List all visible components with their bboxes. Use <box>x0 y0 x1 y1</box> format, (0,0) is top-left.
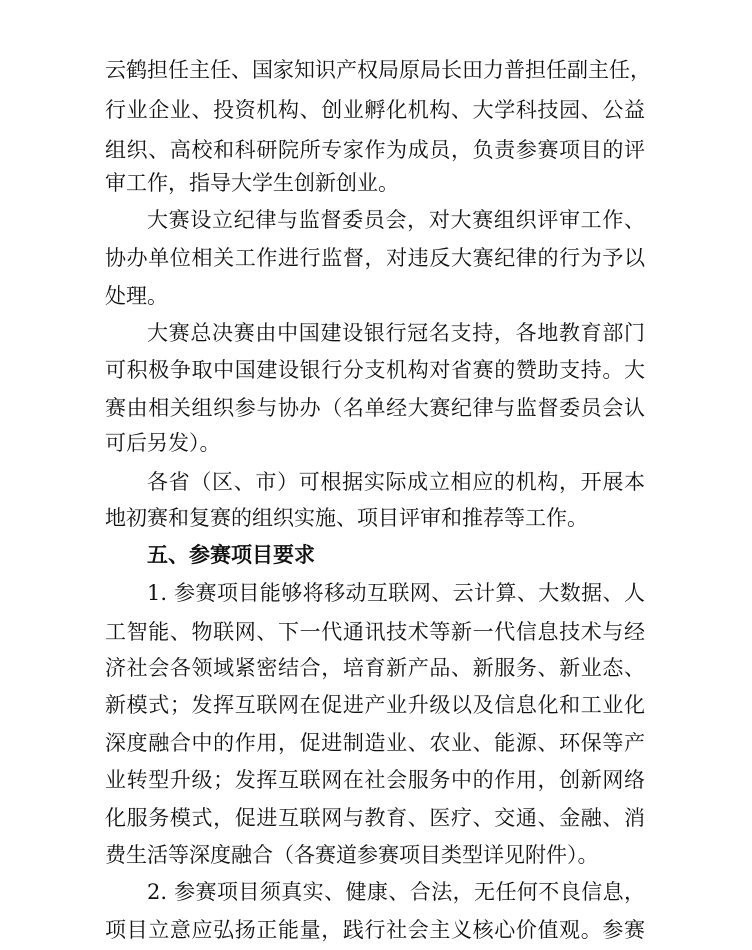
paragraph-line: 大赛总决赛由中国建设银行冠名支持，各地教育部门 <box>147 321 645 345</box>
paragraph-line: 新模式；发挥互联网在促进产业升级以及信息化和工业化 <box>105 693 645 717</box>
paragraph-line: 深度融合中的作用，促进制造业、农业、能源、环保等产 <box>105 731 645 755</box>
paragraph-line: 地初赛和复赛的组织实施、项目评审和推荐等工作。 <box>105 506 588 530</box>
paragraph-line: 赛由相关组织参与协办（名单经大赛纪律与监督委员会认 <box>105 396 645 420</box>
paragraph-line: 协办单位相关工作进行监督，对违反大赛纪律的行为予以 <box>105 246 645 270</box>
paragraph-line: 审工作，指导大学生创新创业。 <box>105 171 399 195</box>
paragraph-line: 各省（区、市）可根据实际成立相应的机构，开展本 <box>147 470 645 494</box>
section-heading: 五、参赛项目要求 <box>147 543 315 567</box>
paragraph-line: 处理。 <box>105 284 168 308</box>
paragraph-line: 云鹤担任主任、国家知识产权局原局长田力普担任副主任， <box>105 58 651 82</box>
paragraph-line: 2. 参赛项目须真实、健康、合法，无任何不良信息， <box>147 880 645 904</box>
paragraph-line: 1. 参赛项目能够将移动互联网、云计算、大数据、人 <box>147 581 645 605</box>
paragraph-line: 项目立意应弘扬正能量，践行社会主义核心价值观。参赛 <box>105 918 645 942</box>
paragraph-line: 组织、高校和科研院所专家作为成员，负责参赛项目的评 <box>105 138 645 162</box>
paragraph-line: 可后另发）。 <box>105 431 221 455</box>
paragraph-line: 济社会各领域紧密结合，培育新产品、新服务、新业态、 <box>105 656 645 680</box>
paragraph-line: 化服务模式，促进互联网与教育、医疗、交通、金融、消 <box>105 806 645 830</box>
paragraph-line: 大赛设立纪律与监督委员会，对大赛组织评审工作、 <box>147 208 645 232</box>
paragraph-line: 可积极争取中国建设银行分支机构对省赛的赞助支持。大 <box>105 358 645 382</box>
paragraph-line: 业转型升级；发挥互联网在社会服务中的作用，创新网络 <box>105 768 645 792</box>
paragraph-line: 费生活等深度融合（各赛道参赛项目类型详见附件）。 <box>105 843 599 867</box>
paragraph-line: 工智能、物联网、下一代通讯技术等新一代信息技术与经 <box>105 620 645 644</box>
paragraph-line: 行业企业、投资机构、创业孵化机构、大学科技园、公益 <box>105 98 645 122</box>
